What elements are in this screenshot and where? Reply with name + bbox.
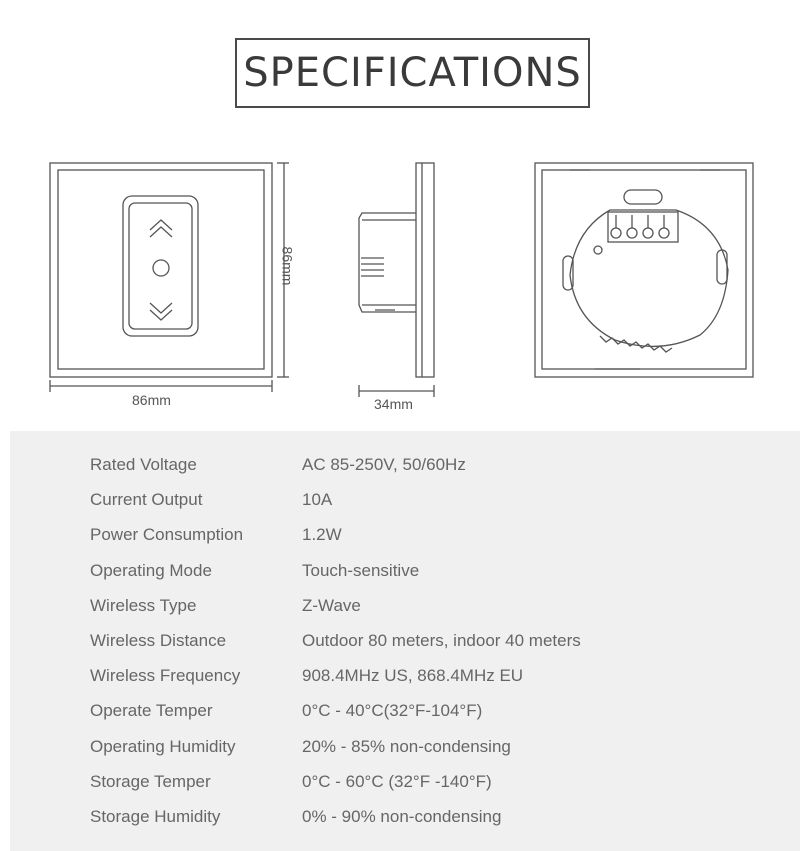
spec-label: Rated Voltage <box>90 455 197 474</box>
specifications-table <box>10 431 800 851</box>
spec-value: 20% - 85% non-condensing <box>302 736 511 756</box>
switch-dimension-diagram <box>0 150 800 420</box>
spec-value: 0°C - 60°C (32°F -140°F) <box>302 771 492 791</box>
front-view <box>50 163 289 392</box>
spec-label: Wireless Type <box>90 595 197 615</box>
spec-label: Operate Temper <box>90 701 213 721</box>
height-dimension-label: 86mm <box>279 246 296 286</box>
spec-label: Current Output <box>90 490 203 510</box>
spec-value: 10A <box>302 490 333 510</box>
spec-label: Storage Temper <box>90 771 211 791</box>
spec-value: Outdoor 80 meters, indoor 40 meters <box>302 631 581 650</box>
spec-row <box>10 658 800 693</box>
side-view <box>359 163 434 397</box>
spec-row <box>10 799 800 834</box>
back-view <box>535 163 753 377</box>
spec-row <box>10 764 800 799</box>
spec-label: Storage Humidity <box>90 807 221 826</box>
spec-label: Wireless Distance <box>90 631 227 650</box>
spec-row <box>10 447 800 482</box>
spec-value: 1.2W <box>302 525 342 545</box>
spec-value: Touch-sensitive <box>302 560 420 580</box>
spec-row <box>10 588 800 623</box>
spec-label: Operating Mode <box>90 560 212 580</box>
spec-row <box>10 693 800 728</box>
spec-row <box>10 482 800 517</box>
spec-row <box>10 729 800 764</box>
spec-label: Wireless Frequency <box>90 666 241 686</box>
spec-value: 0°C - 40°C(32°F-104°F) <box>302 701 483 721</box>
width-dimension-label: 86mm <box>132 392 171 408</box>
depth-dimension-label: 34mm <box>374 396 413 412</box>
spec-label: Power Consumption <box>90 525 244 545</box>
page-title: SPECIFICATIONS <box>235 38 590 108</box>
spec-value: AC 85-250V, 50/60Hz <box>302 455 466 474</box>
spec-value: 0% - 90% non-condensing <box>302 807 502 826</box>
spec-row <box>10 553 800 588</box>
spec-value: 908.4MHz US, 868.4MHz EU <box>302 666 524 686</box>
spec-row <box>10 623 800 658</box>
spec-label: Operating Humidity <box>90 736 236 756</box>
spec-row <box>10 517 800 552</box>
spec-value: Z-Wave <box>302 595 361 615</box>
